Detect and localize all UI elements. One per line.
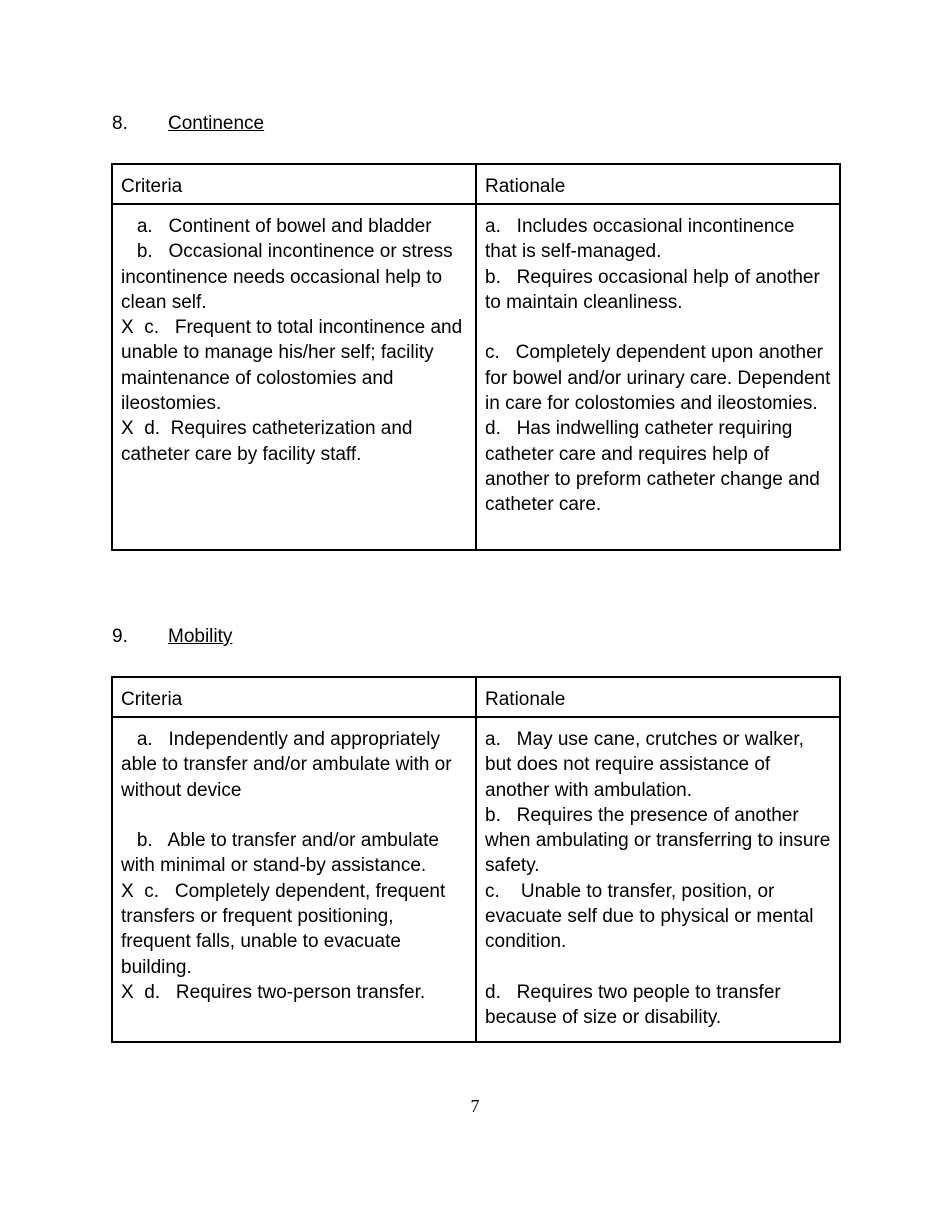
spacer <box>485 955 831 980</box>
section-title: Mobility <box>168 626 233 647</box>
rationale-item-a: a. May use cane, crutches or walker, but does not require assistance of another with ambulation. <box>485 729 810 801</box>
criteria-item-a: a. Continent of bowel and bladder <box>121 216 432 237</box>
criteria-item-c: X c. Frequent to total incontinence and unable to manage his/her self; facility maintenance of colostomies and ileostomies. <box>121 317 468 415</box>
spacer <box>121 803 467 828</box>
rationale-item-d: d. Has indwelling catheter requiring catheter care and requires help of another to preform catheter change and catheter care. <box>485 418 826 516</box>
section-9-heading <box>112 626 232 648</box>
section-number: 8. <box>112 113 128 134</box>
mobility-table <box>111 676 841 1043</box>
table-row <box>112 204 840 550</box>
criteria-header: Criteria <box>112 677 476 717</box>
table-header-row <box>112 677 840 717</box>
criteria-cell <box>112 204 476 550</box>
section-title: Continence <box>168 113 265 134</box>
page-number: 7 <box>470 1096 480 1116</box>
table-header-row <box>112 164 840 204</box>
rationale-item-c: c. Completely dependent upon another for bowel and/or urinary care. Dependent in care for colostomies and ileostomies. <box>485 342 836 415</box>
rationale-cell <box>476 204 840 550</box>
criteria-item-b: b. Occasional incontinence or stress incontinence needs occasional help to clean self. <box>121 241 458 313</box>
criteria-item-c: X c. Completely dependent, frequent transfers or frequent positioning, frequent falls, unable to evacuate building. <box>121 880 451 978</box>
rationale-cell <box>476 717 840 1042</box>
rationale-header: Rationale <box>476 677 840 717</box>
rationale-header: Rationale <box>476 164 840 204</box>
table-row <box>112 717 840 1042</box>
section-8-heading <box>112 113 264 135</box>
criteria-cell <box>112 717 476 1042</box>
rationale-item-b: b. Requires occasional help of another to maintain cleanliness. <box>485 266 826 313</box>
criteria-header: Criteria <box>112 164 476 204</box>
criteria-item-b: b. Able to transfer and/or ambulate with minimal or stand-by assistance. <box>121 830 445 877</box>
rationale-item-c: c. Unable to transfer, position, or evacuate self due to physical or mental condition. <box>485 880 819 953</box>
criteria-item-d: X d. Requires two-person transfer. <box>121 981 426 1003</box>
continence-table <box>111 163 841 551</box>
criteria-item-d: X d. Requires catheterization and catheter care by facility staff. <box>121 418 418 465</box>
criteria-item-a: a. Independently and appropriately able to transfer and/or ambulate with or without device <box>121 729 457 801</box>
rationale-item-b: b. Requires the presence of another when ambulating or transferring to insure safety. <box>485 804 836 877</box>
section-number: 9. <box>112 626 128 647</box>
rationale-item-a: a. Includes occasional incontinence that is self-managed. <box>485 216 800 263</box>
rationale-item-d: d. Requires two people to transfer because of size or disability. <box>485 981 786 1029</box>
spacer <box>485 315 831 340</box>
